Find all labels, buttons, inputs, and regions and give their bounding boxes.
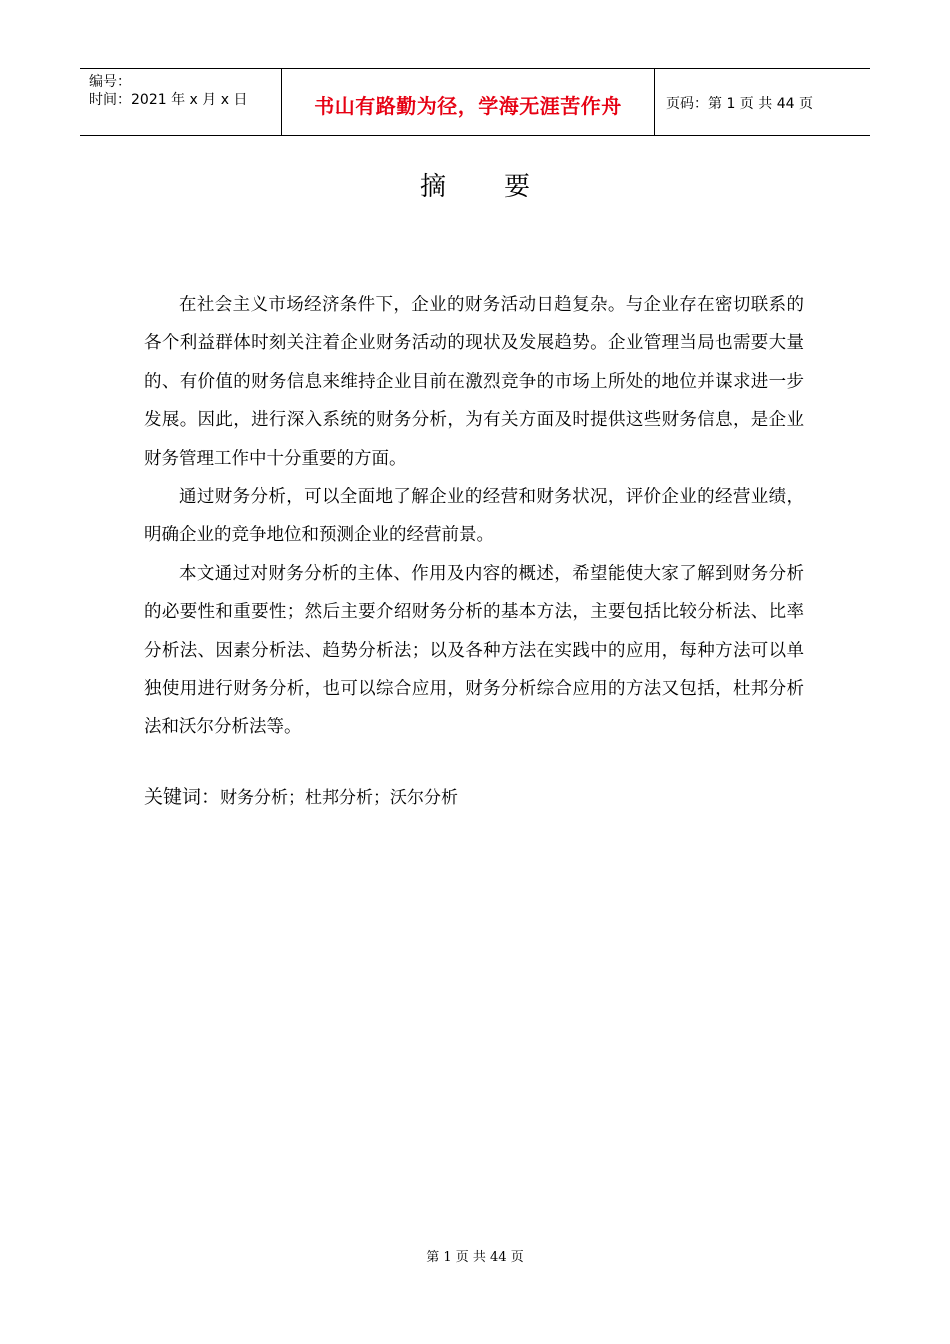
abstract-paragraph: 在社会主义市场经济条件下，企业的财务活动日趋复杂。与企业存在密切联系的各个利益群体时刻关注着企业财务活动的现状及发展趋势。企业管理当局也需要大量的、有价值的财务信息来维持企业目前在激烈竞争的市场上所处的地位并谋求进一步发展。因此，进行深入系统的财务分析，为有关方面及时提供这些财务信息，是企业财务管理工作中十分重要的方面。 <box>144 295 804 469</box>
title-char-1: 摘 <box>419 172 446 202</box>
abstract-body <box>144 286 804 747</box>
page-title <box>0 166 950 203</box>
header-meta <box>80 69 282 135</box>
page-footer: 第 1 页 共 44 页 <box>426 1250 524 1265</box>
header-motto: 书山有路勤为径，学海无涯苦作舟 <box>314 93 622 118</box>
header-page-info: 页码：第 1 页 共 44 页 <box>666 96 813 112</box>
abstract-paragraph: 通过财务分析，可以全面地了解企业的经营和财务状况，评价企业的经营业绩，明确企业的竞争地位和预测企业的经营前景。 <box>144 487 804 546</box>
title-char-2: 要 <box>504 172 531 202</box>
document-number-label: 编号： <box>89 74 131 90</box>
keywords-text: 财务分析；杜邦分析；沃尔分析 <box>220 788 459 808</box>
keywords-label: 关键词： <box>144 786 221 808</box>
header-motto-cell <box>282 69 655 135</box>
document-time: 时间：2021 年 x 月 x 日 <box>89 92 248 108</box>
keywords <box>144 782 458 813</box>
page-header <box>80 68 870 136</box>
abstract-paragraph: 本文通过对财务分析的主体、作用及内容的概述，希望能使大家了解到财务分析的必要性和重要性；然后主要介绍财务分析的基本方法，主要包括比较分析法、比率分析法、因素分析法、趋势分析法；以及各种方法在实践中的应用，每种方法可以单独使用进行财务分析，也可以综合应用，财务分析综合应用的方法又包括，杜邦分析法和沃尔分析法等。 <box>144 563 804 738</box>
